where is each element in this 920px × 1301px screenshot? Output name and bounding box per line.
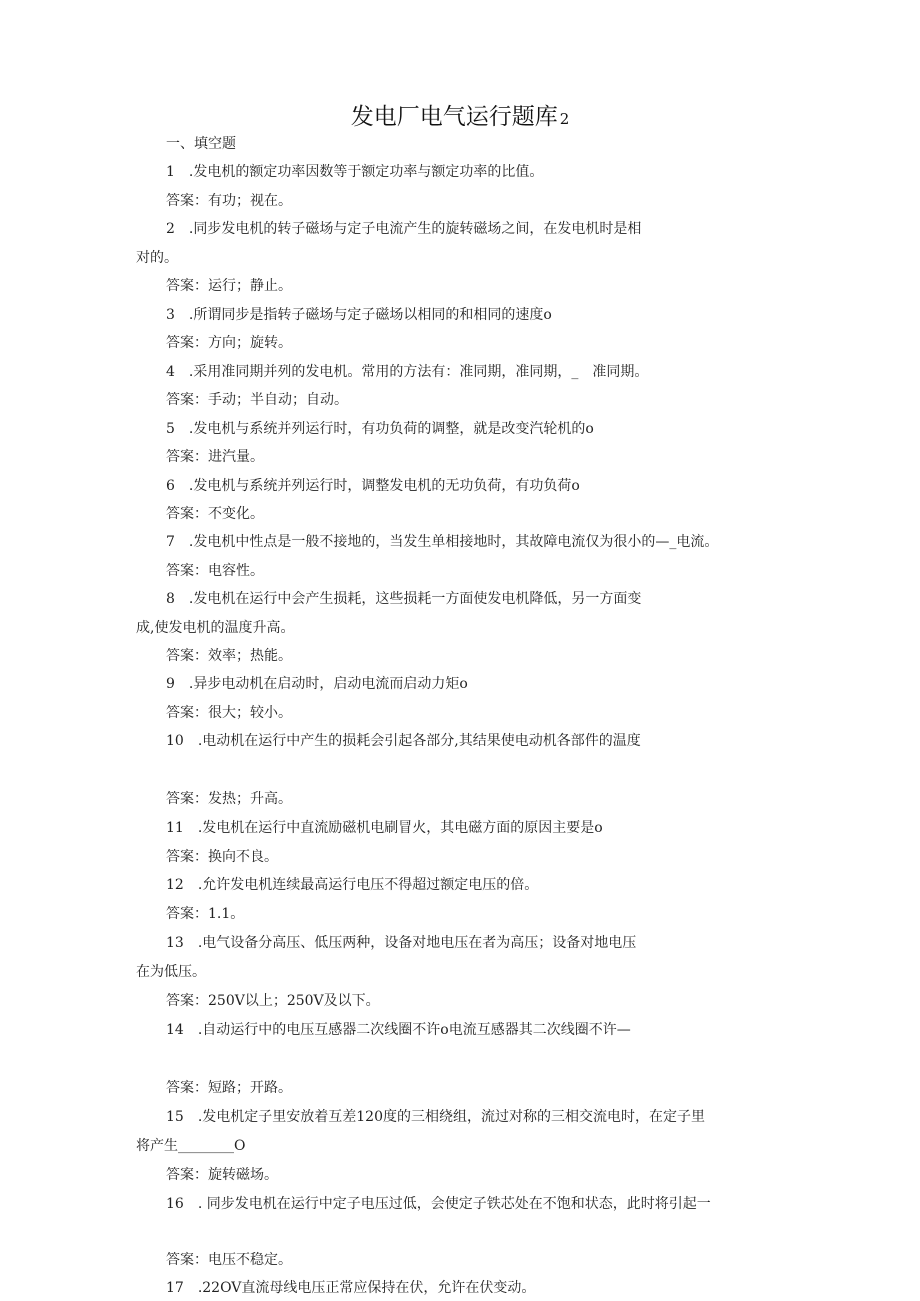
answer-line: 答案：发热；升高。	[166, 791, 292, 807]
question-line: 17 .22OV直流母线电压正常应保持在伏，允许在伏变动。	[166, 1280, 536, 1296]
question-line-continued: 成,使发电机的温度升高。	[136, 620, 295, 636]
question-line: 5 .发电机与系统并列运行时，有功负荷的调整，就是改变汽轮机的o	[166, 421, 594, 437]
question-line: 4 .采用准同期并列的发电机。常用的方法有：准同期，准同期，_ 准同期。	[166, 364, 649, 380]
answer-line: 答案：电压不稳定。	[166, 1252, 292, 1268]
answer-line: 答案：方向；旋转。	[166, 335, 292, 351]
answer-line: 答案：有功；视在。	[166, 193, 292, 209]
question-line: 11 .发电机在运行中直流励磁机电刷冒火，其电磁方面的原因主要是o	[166, 820, 603, 836]
title-number: 2	[559, 110, 570, 128]
answer-line: 答案：1.1。	[166, 906, 245, 922]
title-text: 发电厂电气运行题库	[350, 104, 558, 130]
question-line: 2 .同步发电机的转子磁场与定子电流产生的旋转磁场之间，在发电机时是相	[166, 221, 642, 237]
question-line-continued: 在为低压。	[136, 964, 206, 980]
answer-line: 答案：很大；较小。	[166, 705, 292, 721]
question-line: 14 .自动运行中的电压互感器二次线圈不许o电流互感器其二次线圈不许—	[166, 1022, 631, 1038]
question-line: 13 .电气设备分高压、低压两种，设备对地电压在者为高压；设备对地电压	[166, 935, 637, 951]
answer-line: 答案：短路；开路。	[166, 1080, 292, 1096]
question-line: 16 . 同步发电机在运行中定子电压过低，会使定子铁芯处在不饱和状态，此时将引起一	[166, 1196, 711, 1212]
page-title	[0, 98, 920, 131]
question-line-continued: 对的。	[136, 250, 178, 266]
section-heading: 一、填空题	[166, 136, 236, 152]
question-line: 7 .发电机中性点是一般不接地的，当发生单相接地时，其故障电流仅为很小的—_电流。	[166, 534, 719, 550]
answer-line: 答案：运行；静止。	[166, 278, 292, 294]
answer-line: 答案：不变化。	[166, 506, 264, 522]
question-line: 8 .发电机在运行中会产生损耗，这些损耗一方面使发电机降低，另一方面变	[166, 591, 642, 607]
question-line-continued: 将产生________O	[136, 1138, 246, 1154]
answer-line: 答案：进汽量。	[166, 449, 264, 465]
answer-line: 答案：效率；热能。	[166, 648, 292, 664]
question-line: 9 .异步电动机在启动时，启动电流而启动力矩o	[166, 676, 468, 692]
answer-line: 答案：旋转磁场。	[166, 1167, 278, 1183]
question-line: 1 .发电机的额定功率因数等于额定功率与额定功率的比值。	[166, 164, 544, 180]
question-line: 12 .允许发电机连续最高运行电压不得超过额定电压的倍。	[166, 877, 539, 893]
question-line: 6 .发电机与系统并列运行时，调整发电机的无功负荷，有功负荷o	[166, 478, 580, 494]
question-line: 3 .所谓同步是指转子磁场与定子磁场以相同的和相同的速度o	[166, 307, 552, 323]
answer-line: 答案：电容性。	[166, 563, 264, 579]
question-line: 10 .电动机在运行中产生的损耗会引起各部分,其结果使电动机各部件的温度	[166, 733, 641, 749]
answer-line: 答案：换向不良。	[166, 849, 278, 865]
question-line: 15 .发电机定子里安放着互差120度的三相绕组，流过对称的三相交流电时，在定子里	[166, 1109, 705, 1125]
answer-line: 答案：250V以上；250V及以下。	[166, 993, 380, 1009]
answer-line: 答案：手动；半自动；自动。	[166, 392, 348, 408]
